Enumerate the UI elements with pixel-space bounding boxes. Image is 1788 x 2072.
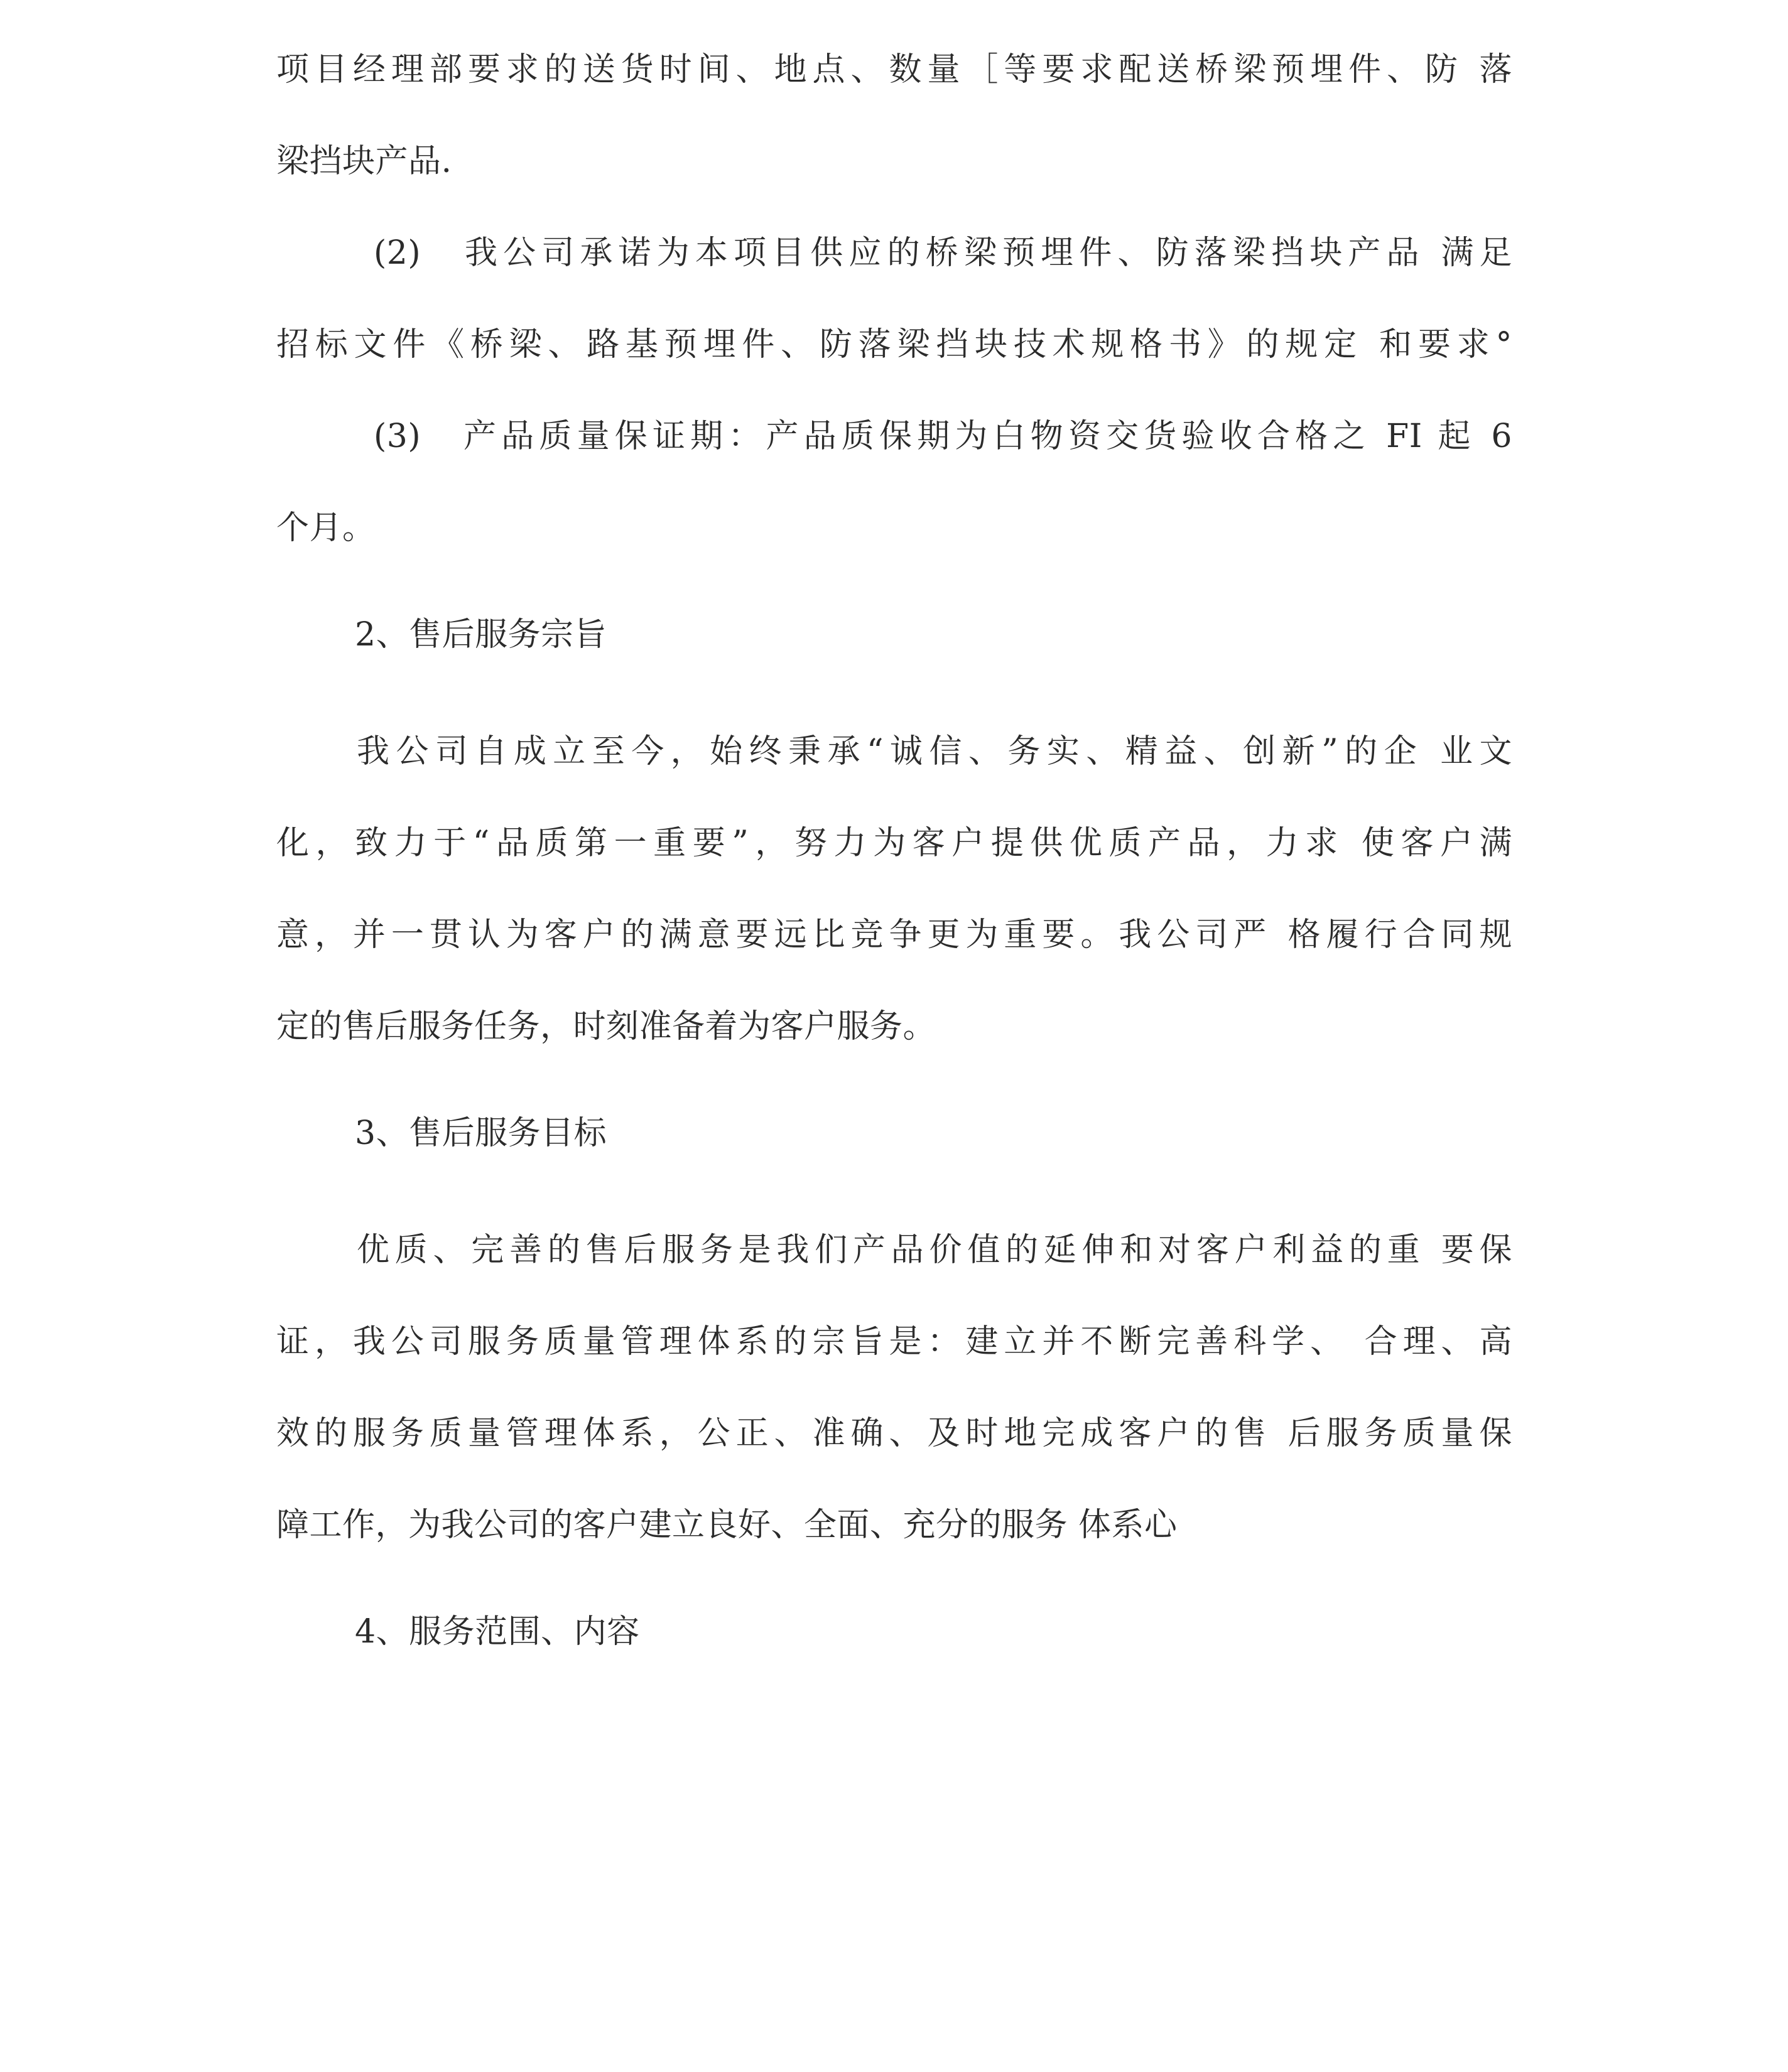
spacer: [276, 681, 1512, 706]
paragraph-line: 意，并一贯认为客户的满意要远比竞争更为重要。我公司严 格履行合同规: [276, 916, 1512, 954]
paragraph-line: 个月。: [276, 509, 376, 547]
spacer: [276, 574, 1512, 589]
paragraph-line: 效的服务质量管理体系，公正、准确、及时地完成客户的售 后服务质量保: [276, 1415, 1512, 1452]
paragraph-line: 项目经理部要求的送货时间、地点、数量［等要求配送桥梁预埋件、防 落: [276, 51, 1512, 89]
paragraph-line: 障工作，为我公司的客户建立良好、全面、充分的服务 体系心: [276, 1506, 1178, 1544]
section-heading-2: 2、售后服务宗旨: [355, 616, 607, 654]
paragraph-line: 招标文件《桥梁、路基预埋件、防落梁挡块技术规格书》的规定 和要求°: [276, 326, 1512, 364]
paragraph-line: 梁挡块产品.: [276, 143, 452, 180]
paragraph-line: 证，我公司服务质量管理体系的宗旨是：建立并不断完善科学、 合理、高: [276, 1323, 1512, 1361]
spacer: [276, 1571, 1512, 1586]
paragraph-line: 优质、完善的售后服务是我们产品价值的延伸和对客户利益的重 要保: [357, 1231, 1512, 1269]
list-item-3: (3) 产品质量保证期：产品质保期为白物资交货验收合格之 FI 起 6: [374, 418, 1512, 455]
spacer: [276, 1179, 1512, 1204]
list-item-2: (2) 我公司承诺为本项目供应的桥梁预埋件、防落梁挡块产品 满足: [374, 234, 1512, 272]
paragraph-line: 我公司自成立至今，始终秉承“诚信、务实、精益、创新”的企 业文: [357, 733, 1512, 770]
paragraph-line: 化，致力于“品质第一重要”，努力为客户提供优质产品，力求 使客户满: [276, 824, 1512, 862]
spacer: [276, 1072, 1512, 1087]
section-heading-3: 3、售后服务目标: [355, 1114, 607, 1152]
section-heading-4: 4、服务范围、内容: [355, 1613, 640, 1651]
document-body: [276, 24, 1512, 1678]
paragraph-line: 定的售后服务任务，时刻准备着为客户服务。: [276, 1008, 936, 1045]
